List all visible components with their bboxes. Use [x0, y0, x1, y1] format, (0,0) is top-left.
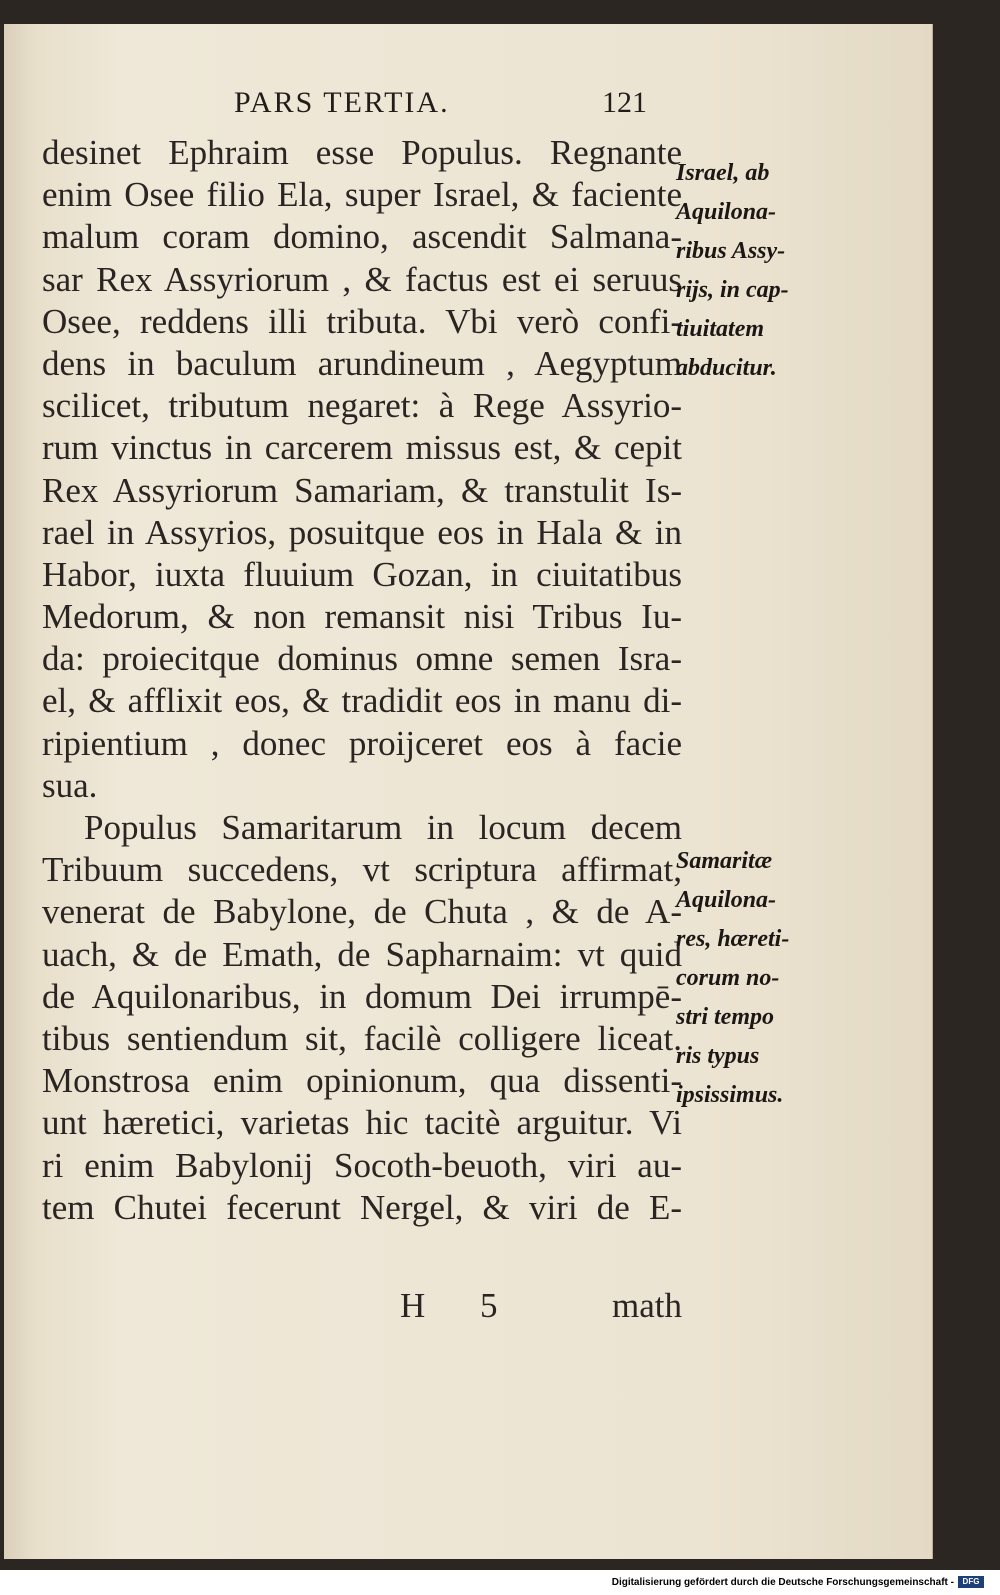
signature-number: 5 — [480, 1286, 498, 1325]
funding-credit: Digitalisierung gefördert durch die Deutsche Forschungsgemeinschaft - — [611, 1577, 954, 1588]
text-line: Tribuum succedens, vt scriptura affirmat, — [42, 850, 682, 890]
margin-note-line: res, hæreti- — [676, 926, 790, 952]
text-line: el, & afflixit eos, & tradidit eos in manu di- — [42, 681, 682, 721]
book-page — [4, 24, 933, 1559]
text-line: Osee, reddens illi tributa. Vbi verò confi- — [42, 301, 682, 341]
text-line: tem Chutei fecerunt Nergel, & viri de E- — [42, 1187, 682, 1227]
text-line: unt hæretici, varietas hic tacitè arguitur. Vi — [42, 1103, 682, 1143]
margin-note-line: ris typus — [676, 1043, 760, 1069]
margin-note-line: Samaritæ — [676, 848, 773, 874]
margin-note-line: stri tempo — [676, 1004, 775, 1030]
margin-note-line: Aquilona- — [676, 199, 777, 225]
text-line: uach, & de Emath, de Sapharnaim: vt quid — [42, 934, 682, 974]
text-line: sua. — [42, 765, 98, 805]
text-line: malum coram domino, ascendit Salmana- — [42, 217, 682, 257]
text-line: da: proiecitque dominus omne semen Isra- — [42, 639, 682, 679]
margin-note-line: Aquilona- — [676, 887, 777, 913]
margin-note-samaritae — [676, 842, 826, 1115]
signature-mark: H — [400, 1286, 426, 1325]
text-line: rum vinctus in carcerem missus est, & cepit — [42, 428, 682, 468]
margin-note-line: corum no- — [676, 965, 780, 991]
page-number: 121 — [602, 86, 647, 119]
text-line: rael in Assyrios, posuitque eos in Hala & in — [42, 512, 682, 552]
text-line: dens in baculum arundineum , Aegyptum — [42, 343, 682, 383]
text-line: tibus sentiendum sit, facilè colligere liceat. — [42, 1018, 682, 1058]
margin-note-line: ipsissimus. — [676, 1082, 784, 1108]
dfg-logo-icon: DFG — [958, 1576, 984, 1588]
text-line: venerat de Babylone, de Chuta , & de A- — [42, 892, 682, 932]
margin-note-line: tiuitatem — [676, 316, 765, 342]
text-line: enim Osee filio Ela, super Israel, & faciente — [42, 175, 682, 215]
text-line: Monstrosa enim opinionum, qua dissenti- — [42, 1061, 682, 1101]
page-header — [4, 86, 932, 136]
margin-note-line: abducitur. — [676, 355, 777, 381]
margin-note-line: Israel, ab — [676, 160, 770, 186]
text-line: scilicet, tributum negaret: à Rege Assyrio- — [42, 386, 682, 426]
catchword: math — [612, 1286, 682, 1325]
text-line: Habor, iuxta fluuium Gozan, in ciuitatibus — [42, 554, 682, 594]
main-text — [42, 132, 682, 1229]
text-line: de Aquilonaribus, in domum Dei irrumpē- — [42, 976, 682, 1016]
text-line: sar Rex Assyriorum , & factus est ei seruus — [42, 259, 682, 299]
catchline — [42, 1286, 682, 1328]
text-line: desinet Ephraim esse Populus. Regnante — [42, 133, 682, 172]
text-line: ri enim Babylonij Socoth-beuoth, viri au- — [42, 1145, 682, 1185]
running-head: PARS TERTIA. — [234, 86, 450, 119]
margin-note-line: ribus Assy- — [676, 238, 786, 264]
text-line: Populus Samaritarum in locum decem — [84, 808, 682, 847]
margin-note-israel — [676, 154, 826, 388]
margin-note-line: rijs, in cap- — [676, 277, 789, 303]
text-line: Medorum, & non remansit nisi Tribus Iu- — [42, 597, 682, 637]
text-line: ripientium , donec proijceret eos à facie — [42, 723, 682, 763]
text-line: Rex Assyriorum Samariam, & transtulit Is- — [42, 470, 682, 510]
